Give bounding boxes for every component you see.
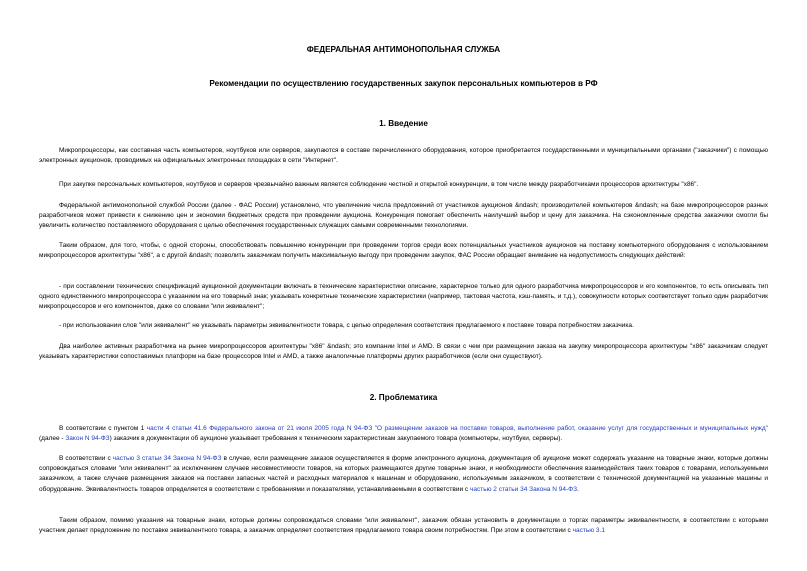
problem-text: . xyxy=(577,485,579,493)
problem-text: Таким образом, помимо указания на товарные знаки, которые должны сопровождаться словами "или эквивалент", заказчик обязан установить в документации о торгах параметры эквивалентности, в соответствии с которыми участник делает предложение по поставке эквивалентного товара, а заказчик определяет соответствия предлагаемого товара своим потребностям. При этом в соответствии с xyxy=(39,517,768,535)
problem-text: ) заказчик в документации об аукционе указывает требования к техническим характеристикам закупаемого товара (компьютеры, ноутбуки, серверы). xyxy=(109,435,563,443)
intro-paragraph-2: При закупке персональных компьютеров, ноутбуков и серверов чрезвычайно важным является соблюдение честной и открытой конкуренции, в том числе между разработчиками процессоров архитектуры "x86". xyxy=(59,181,699,188)
law-link-part-3-1[interactable]: частью 3.1 xyxy=(572,527,605,535)
problem-paragraph-2 xyxy=(39,454,768,495)
intro-list-item-2: - при использовании слов "или эквивалент" не указывать параметры эквивалентности товара, с целью определения соответствия предлагаемого к поставке товара потребностям заказчика. xyxy=(59,322,634,329)
problem-text: В соответствии с пунктом 1 xyxy=(59,425,147,432)
agency-title: ФЕДЕРАЛЬНАЯ АНТИМОНОПОЛЬНАЯ СЛУЖБА xyxy=(306,45,501,54)
problem-paragraph-1 xyxy=(39,424,768,444)
intro-paragraph-4: Таким образом, для того, чтобы, с одной стороны, способствовать повышению конкуренции при проведении торгов среди всех потенциальных участников аукционов на поставку компьютерного оборудования с использованием микропроцессоров архитектуры "x86", а с другой &ndash; позволить заказчикам получить максимальную выгоду при проведении закупок, ФАС России обращает внимание на недопустимость следующих действий: xyxy=(39,242,768,260)
intro-list-item-1: - при составлении технических спецификаций аукционной документации включать в технические характеристики описание, характерное только для одного разработчика микропроцессоров и его компонентов, то есть описывать тип одного единственного микропроцессора с указанием на его товарный знак; указывать конкретные технические характеристики (например, тактовая частота, кэш-память, и т.д.), совокупности которых соответствует только один разработчик микропроцессоров и его компонентов, даже со словами "или эквивалент"; xyxy=(39,283,768,311)
intro-paragraph-3: Федеральной антимонопольной службой России (далее - ФАС России) установлено, что увеличение числа предложений от участников аукционов &ndash; производителей компьютеров &ndash; на базе микропроцессоров разных разработчиков может привести к снижению цен и экономии бюджетных средств при проведении аукциона. Конкуренция помогает обеспечить наилучший выбор и цену для заказчика. На сэкономленные средства заказчики смогли бы увеличить количество поставляемого оборудования с целью обеспечения государственных служащих самыми современными технологиями. xyxy=(39,202,768,230)
law-link-article-34-part-3[interactable]: частью 3 статьи 34 Закона N 94-ФЗ xyxy=(112,455,222,462)
law-link-article-34-part-2[interactable]: частью 2 статьи 34 Закона N 94-ФЗ xyxy=(469,485,578,493)
law-link-article-41-6[interactable]: части 4 статьи 41.6 Федерального закона от 21 июля 2005 года N 94-ФЗ "О размещении заказов на поставки товаров, выполнение работ, оказание услуг для государственных и муниципальных нужд" xyxy=(146,425,768,432)
section-1-heading: 1. Введение xyxy=(379,119,428,128)
problem-text: в случае, если размещение заказов осуществляется в форме электронного аукциона, документация об аукционе может содержать указание на товарные знаки, которые должны сопровождаться словами "или эквивалент" за исключением случаев несовместимости товаров, на которых размещаются другие товарные знаки, и необходимости обеспечения взаимодействия таких товаров с товарами, используемыми заказчиком, а также случаев размещения заказов на поставки запасных частей и расходных материалов к машинам и оборудованию, используемым заказчиком, в соответствии с технической документацией на указанные машины и оборудование. Эквивалентность товаров определяется в соответствии с требованиями и показателями, устанавливаемыми в соответствии с xyxy=(39,455,769,493)
problem-text: В соответствии с xyxy=(59,455,113,462)
law-link-94fz[interactable]: Закон N 94-ФЗ xyxy=(65,435,110,443)
intro-paragraph-5: Два наиболее активных разработчика на рынке микропроцессоров архитектуры "x86" &ndash; это компании Intel и AMD. В связи с чем при размещении заказа на закупку микропроцессора архитектуры "x86" заказчикам следует указывать характеристики сопоставимых платформ на базе процессоров Intel и AMD, а также аналогичные платформы других разработчиков (если они существуют). xyxy=(39,343,768,361)
document-title: Рекомендации по осуществлению государственных закупок персональных компьютеров в РФ xyxy=(209,79,598,88)
problem-paragraph-3 xyxy=(39,516,768,536)
intro-paragraph-1: Микропроцессоры, как составная часть компьютеров, ноутбуков или серверов, закупаются в составе перечисленного оборудования, которое приобретается государственными и муниципальными органами ("заказчики") с помощью электронных аукционов, проводимых на официальных электронных площадках в сети "Интернет". xyxy=(39,147,768,165)
section-2-heading: 2. Проблематика xyxy=(369,393,438,402)
problem-text: (далее - xyxy=(39,435,66,443)
